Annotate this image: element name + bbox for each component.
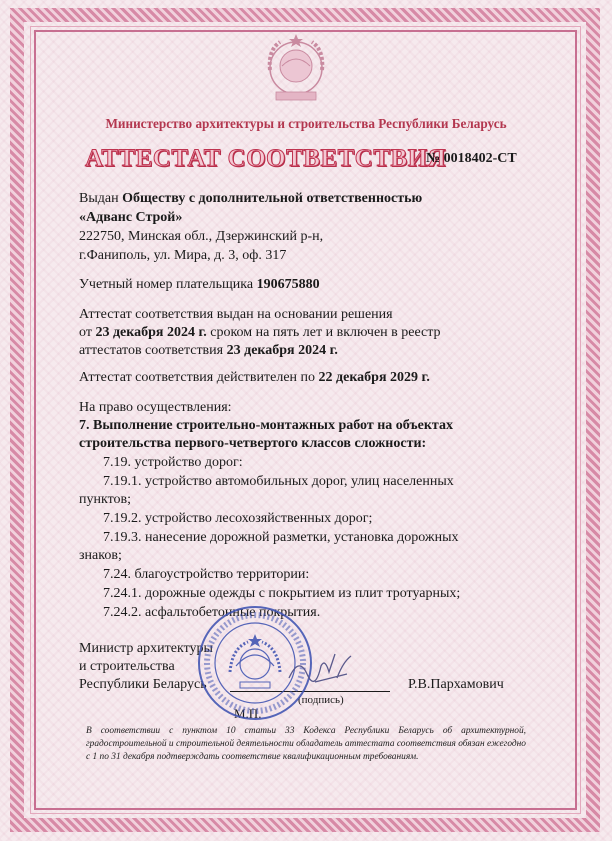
rights-item: знаков; <box>79 548 122 563</box>
rights-item: 7.24.1. дорожные одежды с покрытием из плит тротуарных; <box>103 586 461 601</box>
rights-item: 7.19.3. нанесение дорожной разметки, установка дорожных <box>103 530 459 545</box>
organization-name-2: «Адванс Строй» <box>79 210 183 225</box>
taxpayer-number: Учетный номер плательщика 190675880 <box>79 277 320 292</box>
rights-item: 7.24.2. асфальтобетонные покрытия. <box>103 605 321 620</box>
signatory-position: Министр архитектуры и строительства Республики Беларусь <box>79 641 213 692</box>
address-line-2: г.Фаниполь, ул. Мира, д. 3, оф. 317 <box>79 248 287 263</box>
organization-name-1: Обществу с дополнительной ответственностью <box>122 191 423 206</box>
handwritten-signature <box>285 648 355 692</box>
rights-item: 7.19.2. устройство лесохозяйственных дорог; <box>103 511 373 526</box>
title-row <box>0 145 612 175</box>
seal-place-mark: М.П. <box>234 706 262 721</box>
certificate-number: № 0018402-СТ <box>426 151 517 166</box>
decision-line-1: Аттестат соответствия выдан на основании решения <box>79 307 393 322</box>
rights-item: 7.24. благоустройство территории: <box>103 567 310 582</box>
validity-line: Аттестат соответствия действителен по 22 декабря 2029 г. <box>79 370 430 385</box>
rights-label: На право осуществления: <box>79 400 232 415</box>
signature-caption: (подпись) <box>298 694 344 706</box>
address-line-1: 222750, Минская обл., Дзержинский р-н, <box>79 229 324 244</box>
ministry-name: Министерство архитектуры и строительства Республики Беларусь <box>105 116 507 131</box>
coat-of-arms-emblem <box>260 30 332 108</box>
rights-heading-1: 7. Выполнение строительно-монтажных работ на объектах <box>79 418 453 433</box>
legal-footnote: В соответствии с пунктом 10 статьи 33 Кодекса Республики Беларусь об архитектурной, градостроительной и строительной деятельности обладатель аттестата соответствия обязан ежегодно с 1 по 31 декабря подтверждать соответствие квалификационным требованиям. <box>86 726 526 762</box>
rights-item: 7.19.1. устройство автомобильных дорог, улиц населенных <box>103 474 454 489</box>
decision-line-3: аттестатов соответствия 23 декабря 2024 г. <box>79 343 338 358</box>
rights-item: 7.19. устройство дорог: <box>103 455 243 470</box>
signatory-name: Р.В.Пархамович <box>408 677 504 692</box>
decision-line-2: от 23 декабря 2024 г. сроком на пять лет и включен в реестр <box>79 325 441 340</box>
rights-heading-2: строительства первого-четвертого классов сложности: <box>79 436 427 451</box>
certificate-title: АТТЕСТАТ СООТВЕТСТВИЯ <box>85 145 447 172</box>
issued-to-line: Выдан Обществу с дополнительной ответственностью <box>79 191 423 206</box>
rights-item: пунктов; <box>79 492 132 507</box>
